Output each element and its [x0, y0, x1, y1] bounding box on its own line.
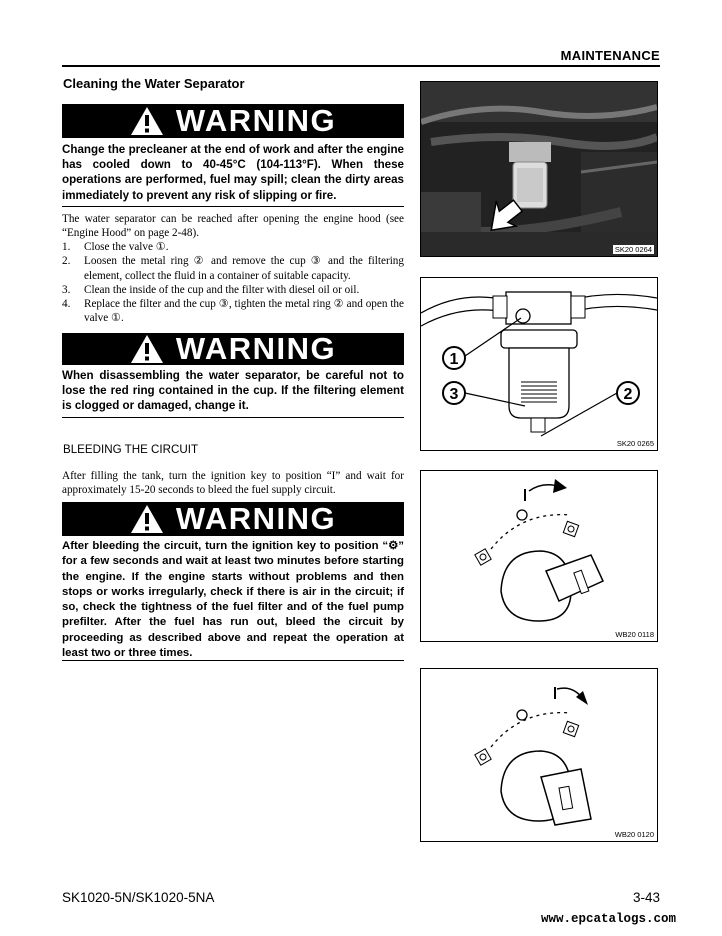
svg-text:3: 3 [449, 386, 459, 403]
separator-diagram [421, 278, 657, 450]
website-watermark[interactable]: www.epcatalogs.com [540, 912, 676, 926]
list-item: 4. Replace the filter and the cup ③, tighten the metal ring ② and open the valve ①. [62, 298, 404, 325]
list-item: 1. Close the valve ①. [62, 241, 169, 253]
warning-triangle-icon [130, 334, 164, 364]
ignition-key-diagram [421, 471, 657, 641]
warning-triangle-icon [130, 504, 164, 534]
step-list [62, 240, 404, 326]
figure-ignition-key-2 [420, 668, 658, 842]
bleeding-intro: After filling the tank, turn the ignition key to position “I” and wait for approximately 15-20 seconds to bleed the fuel supply circuit. [62, 470, 404, 497]
warning-text-2: When disassembling the water separator, be careful not to lose the red ring contained in the cup. If the filtering element is clogged or damaged, change it. [62, 369, 404, 413]
callout-3 [443, 382, 465, 404]
figure-code: SK20 0265 [616, 439, 654, 448]
warning-text-1: Change the precleaner at the end of work and after the engine has cooled down to 40-45°C (104-113°F). When these operations are performed, fuel may spill; clean the dirty areas immediately to prevent any risk of slipping or fire. [62, 143, 404, 202]
svg-text:1: 1 [449, 351, 459, 368]
warning-banner-1 [62, 104, 404, 138]
callout-1 [443, 347, 465, 369]
footer-model: SK1020-5N/SK1020-5NA [62, 890, 215, 905]
list-item: 2. Loosen the metal ring ② and remove the cup ③ and the filtering element, collect the fluid in a container of suitable capacity. [62, 255, 404, 282]
header-rule [62, 65, 660, 67]
warning-label: WARNING [175, 501, 337, 536]
warning-rule-3 [62, 660, 404, 661]
warning-rule-1 [62, 206, 404, 207]
engine-photo-illustration [421, 82, 657, 256]
warning-rule-2 [62, 417, 404, 418]
running-header: MAINTENANCE [560, 48, 660, 63]
ignition-key-diagram [421, 669, 657, 841]
warning-text-3: After bleeding the circuit, turn the ignition key to position “⚙” for a few seconds and wait at least two minutes before starting the engine. If the engine starts without problems and then stops or works irregularly, check if there is air in the circuit; if so, check the tightness of the fuel filter and of the fuel pump prefilter. After the fuel has run out, bleed the circuit by proceeding as described above and repeat the operation at least two or three times. [62, 540, 404, 660]
svg-text:2: 2 [623, 386, 633, 403]
warning-label: WARNING [175, 331, 337, 366]
list-item: 3. Clean the inside of the cup and the filter with diesel oil or oil. [62, 283, 360, 296]
warning-banner-2 [62, 333, 404, 365]
callout-2 [617, 382, 639, 404]
figure-code: SK20 0264 [614, 245, 652, 254]
warning-triangle-icon [130, 106, 164, 136]
figure-code: WB20 0118 [615, 630, 654, 639]
figure-engine-photo [420, 81, 658, 257]
warning-label: WARNING [175, 103, 337, 138]
figure-code: WB20 0120 [614, 830, 654, 839]
page-number: 3-43 [632, 890, 660, 905]
figure-separator-diagram [420, 277, 658, 451]
subsection-title: BLEEDING THE CIRCUIT [63, 443, 199, 456]
section-title: Cleaning the Water Separator [63, 76, 245, 91]
intro-text: The water separator can be reached after opening the engine hood (see “Engine Hood” on page 2-48). [62, 213, 404, 240]
figure-ignition-key-1 [420, 470, 658, 642]
warning-banner-3 [62, 502, 404, 536]
